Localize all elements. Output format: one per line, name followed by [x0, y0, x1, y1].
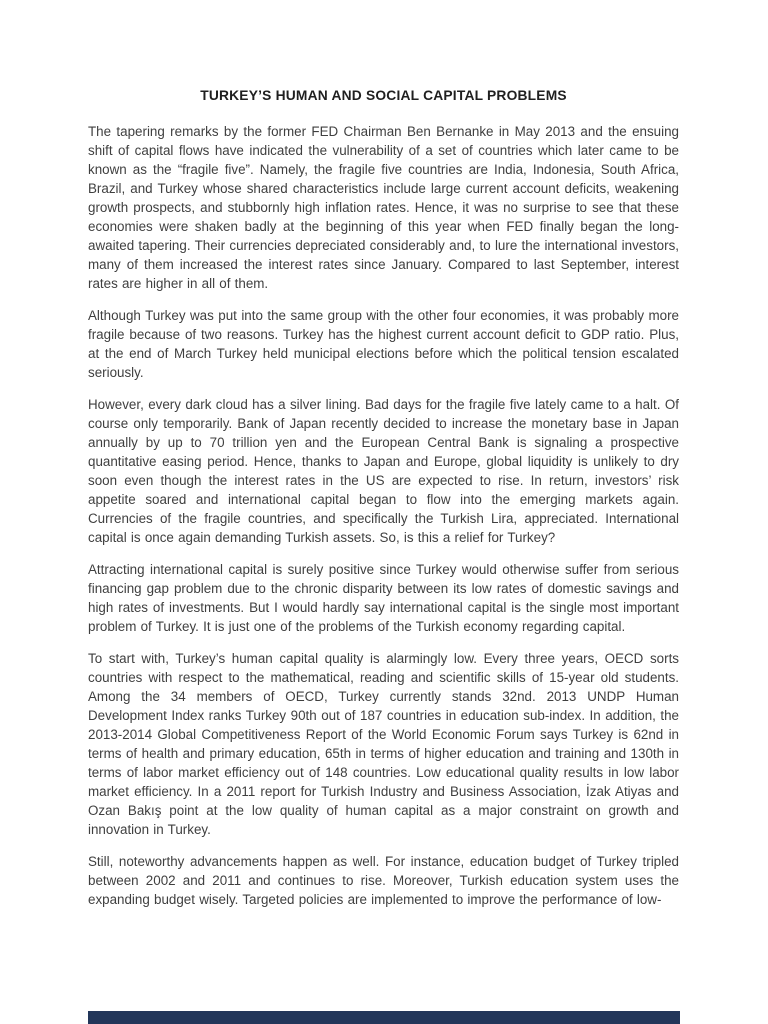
paragraph-tapering-remarks: The tapering remarks by the former FED Chairman Ben Bernanke in May 2013 and the ensuing shift of capital flows have indicated the vulnerability of a set of countries which later came to be known as the “fragile five”. Namely, the fragile five countries are India, Indonesia, South Africa, Brazil, and Turkey whose shared characteristics include large current account deficits, weakening growth prospects, and stubbornly high inflation rates. Hence, it was no surprise to see that these economies were shaken badly at the beginning of this year when FED finally began the long-awaited tapering. Their currencies depreciated considerably and, to lure the international investors, many of them increased the interest rates since January. Compared to last September, interest rates are higher in all of them. — [88, 124, 679, 291]
paragraph-attracting-capital: Attracting international capital is surely positive since Turkey would otherwise suffer from serious financing gap problem due to the chronic disparity between its low rates of domestic savings and high rates of investments. But I would hardly say international capital is the single most important problem of Turkey. It is just one of the problems of the Turkish economy regarding capital. — [88, 562, 679, 634]
paragraph-noteworthy-advancements: Still, noteworthy advancements happen as well. For instance, education budget of Turkey tripled between 2002 and 2011 and continues to rise. Moreover, Turkish education system uses the expanding budget wisely. Targeted policies are implemented to improve the performance of low- — [88, 854, 679, 907]
page-bottom-bar — [88, 1011, 680, 1024]
paragraph-silver-lining: However, every dark cloud has a silver lining. Bad days for the fragile five lately came to a halt. Of course only temporarily. Bank of Japan recently decided to increase the monetary base in Japan annually by up to 70 trillion yen and the European Central Bank is signaling a prospective quantitative easing period. Hence, thanks to Japan and Europe, global liquidity is unlikely to dry soon even though the interest rates in the US are expected to rise. In return, investors’ risk appetite soared and international capital began to flow into the emerging markets again. Currencies of the fragile countries, and specifically the Turkish Lira, appreciated. International capital is once again demanding Turkish assets. So, is this a relief for Turkey? — [88, 397, 679, 545]
document-title: TURKEY’S HUMAN AND SOCIAL CAPITAL PROBLEMS — [200, 88, 567, 103]
paragraph-human-capital-quality: To start with, Turkey’s human capital quality is alarmingly low. Every three years, OECD sorts countries with respect to the mathematical, reading and scientific skills of 15-year old students. Among the 34 members of OECD, Turkey currently stands 32nd. 2013 UNDP Human Development Index ranks Turkey 90th out of 187 countries in education sub-index. In addition, the 2013-2014 Global Competitiveness Report of the World Economic Forum says Turkey is 62nd in terms of health and primary education, 65th in terms of higher education and training and 130th in terms of labor market efficiency out of 148 countries. Low educational quality results in low labor market efficiency. In a 2011 report for Turkish Industry and Business Association, İzak Atiyas and Ozan Bakış point at the low quality of human capital as a major constraint on growth and innovation in Turkey. — [88, 651, 679, 837]
paragraph-turkey-more-fragile: Although Turkey was put into the same group with the other four economies, it was probably more fragile because of two reasons. Turkey has the highest current account deficit to GDP ratio. Plus, at the end of March Turkey held municipal elections before which the political tension escalated seriously. — [88, 308, 679, 380]
